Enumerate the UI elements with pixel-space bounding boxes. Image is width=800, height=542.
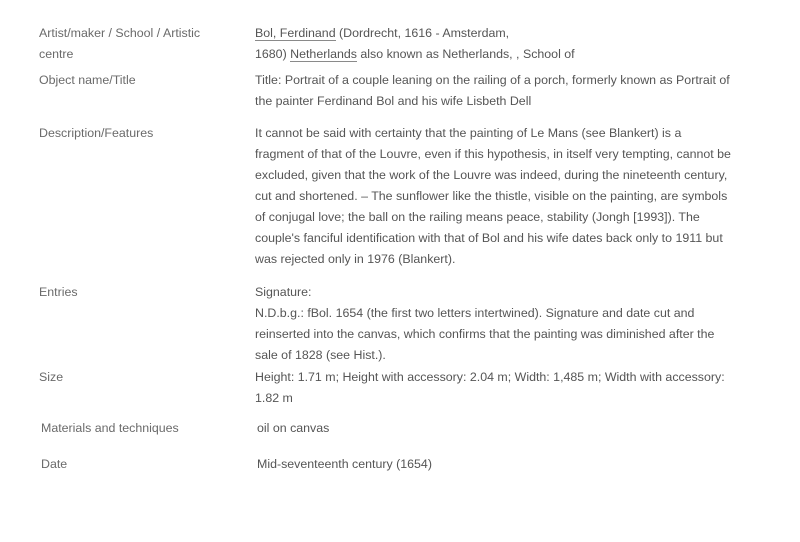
size-label: Size (39, 370, 64, 384)
artist-tail-text: also known as Netherlands, , School of (356, 47, 575, 61)
date-label: Date (41, 457, 68, 471)
artist-name-link[interactable]: Bol, Ferdinand (255, 26, 336, 40)
entries-label: Entries (39, 285, 78, 299)
artist-value (255, 23, 731, 65)
size-value: Height: 1.71 m; Height with accessory: 2.04 m; Width: 1,485 m; Width with accessory: 1.82 m (255, 370, 725, 405)
object-name-label: Object name/Title (39, 73, 136, 87)
artist-label: Artist/maker / School / Artistic centre (39, 26, 201, 61)
date-value: Mid-seventeenth century (1654) (257, 457, 432, 471)
description-value: It cannot be said with certainty that the painting of Le Mans (see Blankert) is a fragment of that of the Louvre, even if this hypothesis, in itself very tempting, cannot be excluded, given that the work of the Louvre was indeed, during the nineteenth century, cut and shortened. – The sunflower like the thistle, visible on the painting, are symbols of conjugal love; the ball on the railing means peace, stability (Jongh [1993]). The couple's fanciful identification with that of Bol and his wife dates back only to 1911 but was rejected only in 1976 (Blankert). (255, 126, 731, 266)
materials-value: oil on canvas (257, 421, 330, 435)
artist-life-text-2: 1680) (255, 47, 291, 61)
object-name-value: Title: Portrait of a couple leaning on the railing of a porch, formerly known as Portrait of the painter Ferdinand Bol and his wife Lisbeth Dell (255, 73, 730, 108)
entries-signature-text: N.D.b.g.: fBol. 1654 (the first two letters intertwined). Signature and date cut and reinserted into the canvas, which confirms that the painting was diminished after the sale of 1828 (see Hist.). (255, 306, 715, 362)
materials-label: Materials and techniques (41, 421, 179, 435)
entries-signature-heading: Signature: (255, 285, 312, 299)
entries-value (255, 282, 731, 366)
artist-life-text-1: (Dordrecht, 1616 - Amsterdam, (335, 26, 510, 40)
description-label: Description/Features (39, 126, 154, 140)
artist-country-link[interactable]: Netherlands (290, 47, 357, 61)
